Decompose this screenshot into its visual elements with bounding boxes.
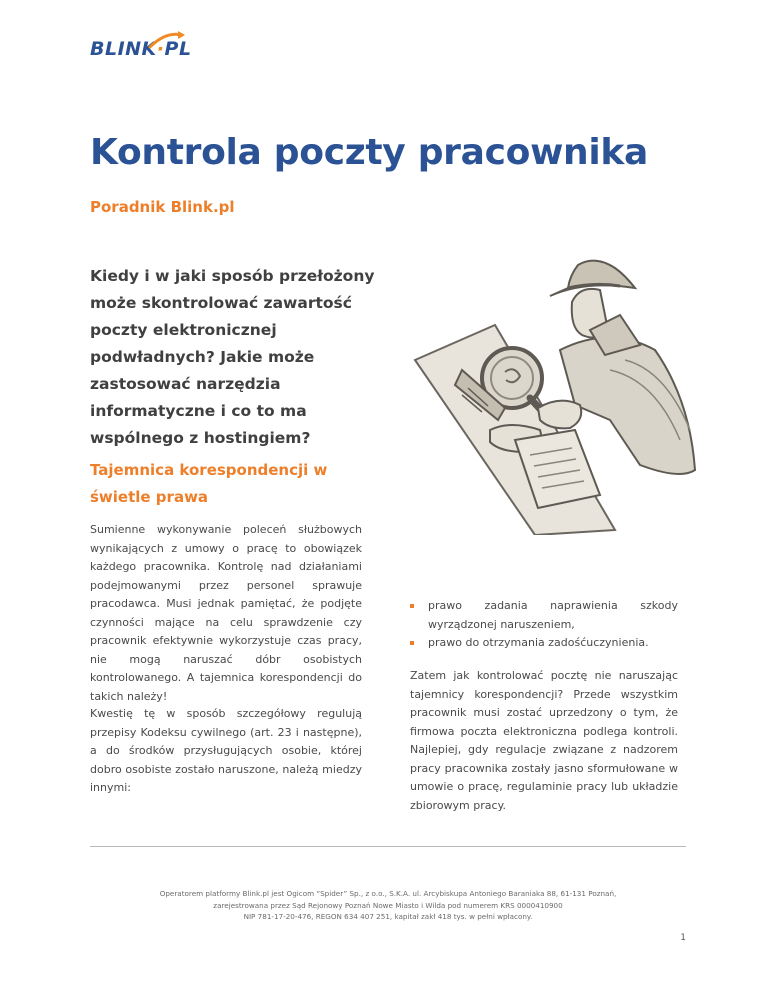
list-item: prawo do otrzymania zadośćuczynienia. — [410, 634, 678, 653]
paragraph-2: Kwestię tę w sposób szczegółowy regulują przepisy Kodeksu cywilnego (art. 23 i następne), a do środków przysługujących osobie, której dobro osobiste zostało naruszone, należą miedzy innymi: — [90, 707, 362, 794]
page-title: Kontrola poczty pracownika — [90, 132, 649, 173]
list-item: prawo zadania naprawienia szkody wyrządzonej naruszeniem, — [410, 597, 678, 634]
footer-divider — [90, 846, 686, 847]
logo-wordmark: BLINK·PL — [90, 38, 192, 60]
section-heading: Tajemnica korespondencji w świetle prawa — [90, 461, 328, 506]
paragraph-3: Zatem jak kontrolować pocztę nie naruszając tajemnicy korespondencji? Przede wszystkim pracownik musi zostać uprzedzony o tym, że firmowa poczta elektroniczna podlega kontroli. Najlepiej, gdy regulacje związane z nadzorem pracy pracownika zostały jasno sformułowane w umowie o pracę, regulaminie pracy lub układzie zbiorowym pracy. — [410, 669, 678, 812]
logo-arrow-icon — [148, 29, 188, 49]
page-subtitle: Poradnik Blink.pl — [90, 198, 235, 216]
page-number: 1 — [680, 933, 686, 943]
lead-question: Kiedy i w jaki sposób przełożony może skontrolować zawartość poczty elektronicznej podwładnych? Jakie może zastosować narzędzia informatyczne i co to ma wspólnego z hostingiem? — [90, 267, 375, 447]
footer-line-3: NIP 781-17-20-476, REGON 634 407 251, kapitał zakł 418 tys. w pełni wpłacony. — [243, 912, 533, 921]
detective-magnifying-glass-illustration — [410, 230, 700, 535]
bullet-marker-icon — [410, 604, 414, 608]
footer-line-2: zarejestrowana przez Sąd Rejonowy Poznań Nowe Miasto i Wilda pod numerem KRS 0000410900 — [213, 900, 563, 910]
bullet-list — [410, 597, 678, 653]
footer-line-1: Operatorem platformy Blink.pl jest Ogicom “Spider” Sp., z o.o., S.K.A. ul. Arcybiskupa Antoniego Baraniaka 88, 61-131 Poznań, — [159, 889, 617, 898]
footer-legal-text — [90, 888, 686, 923]
bullet-marker-icon — [410, 641, 414, 645]
paragraph-1: Sumienne wykonywanie poleceń służbowych wynikających z umowy o pracę to obowiązek każdego pracownika. Kontrolę nad działaniami podejmowanymi przez personel sprawuje pracodawca. Musi jednak pamiętać, że podjęte czynności mające na celu sprawdzenie czy pracownik efektywnie wykorzystuje czas pracy, nie mogą naruszać dóbr osobistych kontrolowanego. A tajemnica korespondencji do takich należy! — [90, 523, 362, 703]
blink-logo — [90, 38, 220, 72]
